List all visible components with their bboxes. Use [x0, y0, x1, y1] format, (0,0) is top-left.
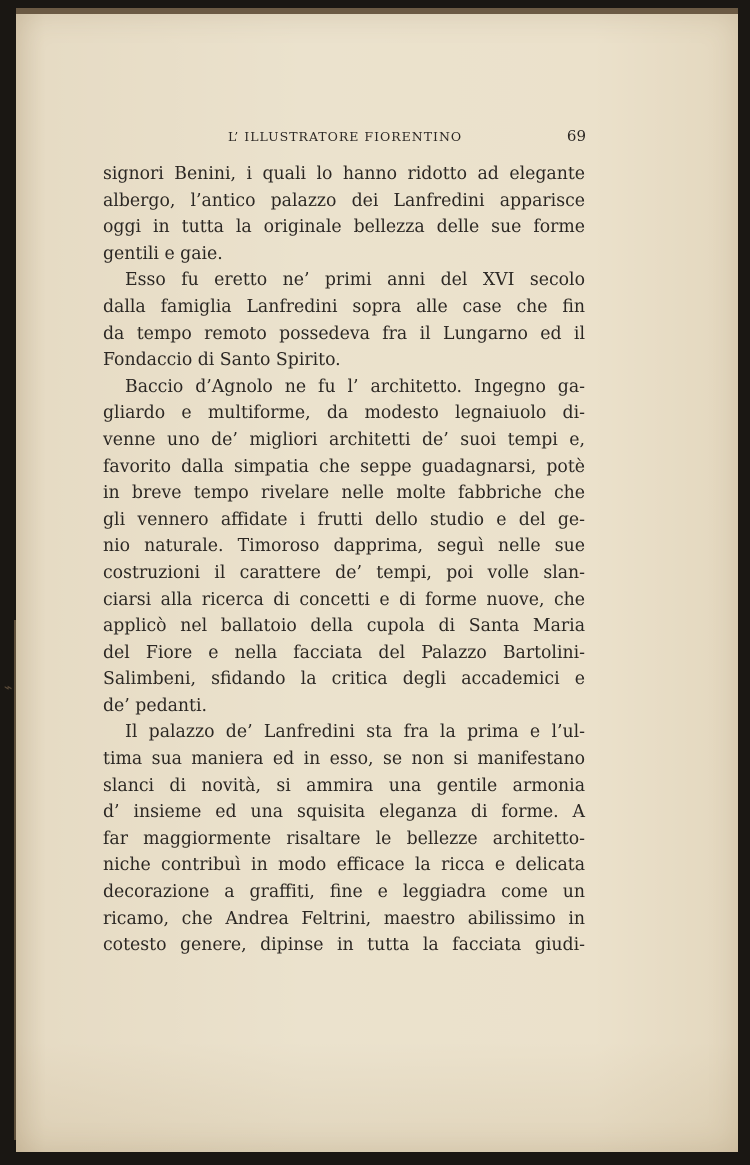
text-line: ricamo, che Andrea Feltrini, maestro abilissimo in [103, 908, 585, 929]
text-line: far maggiormente risaltare le bellezze architetto- [103, 828, 585, 849]
text-line: decorazione a graffiti, fine e leggiadra come un [103, 882, 585, 903]
text-line: albergo, l’antico palazzo dei Lanfredini apparisce [103, 190, 585, 211]
page-number: 69 [566, 127, 586, 145]
text-line: Salimbeni, sfidando la critica degli accademici e [103, 669, 585, 690]
text-line: oggi in tutta la originale bellezza delle sue forme [103, 217, 585, 238]
text-line: tima sua maniera ed in esso, se non si manifestano [103, 749, 585, 770]
text-line: slanci di novità, si ammira una gentile armonia [103, 775, 585, 796]
page-header [228, 127, 586, 149]
text-line: cotesto genere, dipinse in tutta la facciata giudi- [103, 935, 585, 956]
text-line: Esso fu eretto ne’ primi anni del XVI secolo [125, 270, 585, 291]
text-line: d’ insieme ed una squisita eleganza di forme. A [103, 802, 585, 823]
text-line: applicò nel ballatoio della cupola di Santa Maria [103, 616, 585, 637]
text-line: de’ pedanti. [103, 695, 208, 716]
text-line: costruzioni il carattere de’ tempi, poi volle slan- [103, 562, 585, 583]
text-line: del Fiore e nella facciata del Palazzo Bartolini- [103, 642, 585, 663]
text-line: dalla famiglia Lanfredini sopra alle case che fin [103, 296, 585, 317]
text-line: in breve tempo rivelare nelle molte fabbriche che [103, 483, 585, 504]
text-line: gli vennero affidate i frutti dello studio e del ge- [103, 509, 585, 530]
text-line: Fondaccio di Santo Spirito. [103, 350, 341, 371]
running-head: L’ ILLUSTRATORE FIORENTINO [228, 129, 463, 144]
text-line: niche contribuì in modo efficace la ricca e delicata [103, 855, 585, 876]
text-line: ciarsi alla ricerca di concetti e di forme nuove, che [103, 589, 585, 610]
text-line: gliardo e multiforme, da modesto legnaiuolo di- [103, 403, 585, 424]
body-text [103, 161, 585, 959]
text-line: Baccio d’Agnolo ne fu l’ architetto. Ingegno ga- [125, 376, 585, 397]
page-fold-line [14, 620, 16, 1140]
text-line: gentili e gaie. [103, 243, 223, 264]
text-line: da tempo remoto possedeva fra il Lungarno ed il [103, 323, 585, 344]
text-line: signori Benini, i quali lo hanno ridotto ad elegante [103, 164, 585, 184]
text-line: Il palazzo de’ Lanfredini sta fra la prima e l’ul- [125, 722, 585, 743]
margin-mark-icon: ⌁ [4, 680, 13, 696]
text-line: nio naturale. Timoroso dapprima, seguì nelle sue [103, 536, 585, 557]
text-line: favorito dalla simpatia che seppe guadagnarsi, potè [103, 456, 585, 477]
text-line: venne uno de’ migliori architetti de’ suoi tempi e, [103, 429, 585, 450]
